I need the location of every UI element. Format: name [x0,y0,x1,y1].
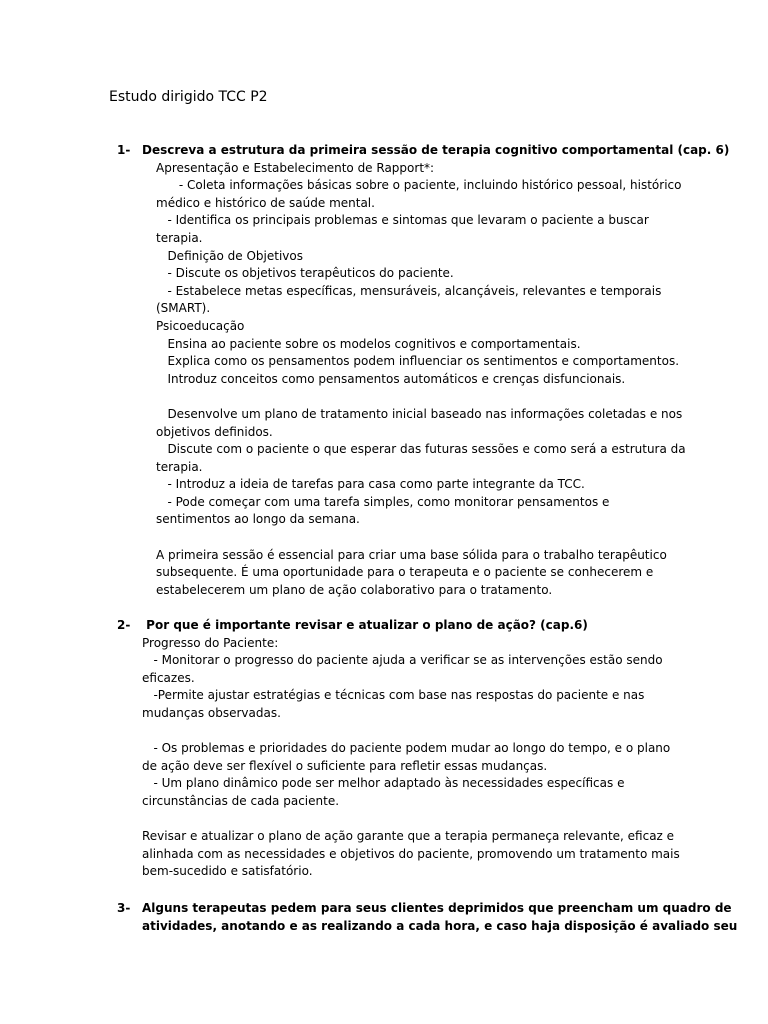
answer-line: A primeira sessão é essencial para criar uma base sólida para o trabalho terapêutico [156,547,667,562]
answer-line: Desenvolve um plano de tratamento inicial baseado nas informações coletadas e nos [156,406,683,421]
question-text-line: Alguns terapeutas pedem para seus clientes deprimidos que preencham um quadro de [142,901,732,915]
answer-line: - Um plano dinâmico pode ser melhor adaptado às necessidades específicas e [142,776,625,791]
answer-line: Apresentação e Estabelecimento de Rapport*: [156,160,435,175]
answer-line: - Monitorar o progresso do paciente ajuda a verificar se as intervenções estão sendo [142,653,663,668]
answer-line: estabelecerem um plano de ação colaborativo para o tratamento. [156,582,553,597]
answer-line: Definição de Objetivos [156,248,303,263]
answer-line: alinhada com as necessidades e objetivos do paciente, promovendo um tratamento mais [142,846,680,861]
answer-line: subsequente. É uma oportunidade para o terapeuta e o paciente se conhecerem e [156,565,654,580]
answer-line: Ensina ao paciente sobre os modelos cognitivos e comportamentais. [156,336,581,351]
answer-line: Psicoeducação [156,318,245,333]
answer-line: circunstâncias de cada paciente. [142,793,340,808]
question-1 [117,142,730,599]
answer-line: Discute com o paciente o que esperar das futuras sessões e como será a estrutura da [156,442,686,457]
question-number: 2- [117,618,131,632]
answer-line: eficazes. [142,670,195,685]
answer-line: - Pode começar com uma tarefa simples, como monitorar pensamentos e [156,494,610,509]
answer-line: - Coleta informações básicas sobre o paciente, incluindo histórico pessoal, histórico [156,178,682,193]
answer-line: Progresso do Paciente: [142,635,279,650]
answer-line: terapia. [156,230,203,245]
answer-body [142,635,680,881]
answer-line: terapia. [156,459,203,474]
answer-line: - Introduz a ideia de tarefas para casa como parte integrante da TCC. [156,477,585,492]
question-text-line: atividades, anotando e as realizando a cada hora, e caso haja disposição é avaliado seu [142,918,738,933]
question-heading [117,142,730,160]
blank-line [142,723,657,741]
answer-line: de ação deve ser flexível o suficiente para refletir essas mudanças. [142,758,548,773]
question-text: Descreva a estrutura da primeira sessão de terapia cognitivo comportamental (cap. 6) [142,143,730,157]
answer-body [156,160,686,600]
blank-line [142,811,657,829]
blank-line [156,529,657,547]
answer-line: bem-sucedido e satisfatório. [142,864,313,879]
answer-line: - Discute os objetivos terapêuticos do paciente. [156,266,454,281]
answer-line: Introduz conceitos como pensamentos automáticos e crenças disfuncionais. [156,371,626,386]
answer-line: mudanças observadas. [142,705,281,720]
answer-line: - Estabelece metas específicas, mensuráveis, alcançáveis, relevantes e temporais [156,283,662,298]
document-title: Estudo dirigido TCC P2 [109,89,268,105]
answer-line: (SMART). [156,301,211,316]
question-heading [117,900,738,935]
answer-line: sentimentos ao longo da semana. [156,512,360,527]
question-heading [117,617,657,635]
answer-line: - Os problemas e prioridades do paciente podem mudar ao longo do tempo, e o plano [142,741,671,756]
question-number: 3- [117,901,131,915]
answer-line: - Identifica os principais problemas e sintomas que levaram o paciente a buscar [156,213,649,228]
answer-line: Revisar e atualizar o plano de ação garante que a terapia permaneça relevante, eficaz e [142,829,675,844]
answer-line: -Permite ajustar estratégias e técnicas com base nas respostas do paciente e nas [142,688,645,703]
answer-line: objetivos definidos. [156,424,273,439]
question-text: Por que é importante revisar e atualizar o plano de ação? (cap.6) [142,618,588,632]
question-2 [117,617,680,881]
answer-line: Explica como os pensamentos podem influenciar os sentimentos e comportamentos. [156,354,680,369]
question-3 [117,900,738,935]
answer-line: médico e histórico de saúde mental. [156,195,375,210]
question-number: 1- [117,143,131,157]
blank-line [156,388,657,406]
